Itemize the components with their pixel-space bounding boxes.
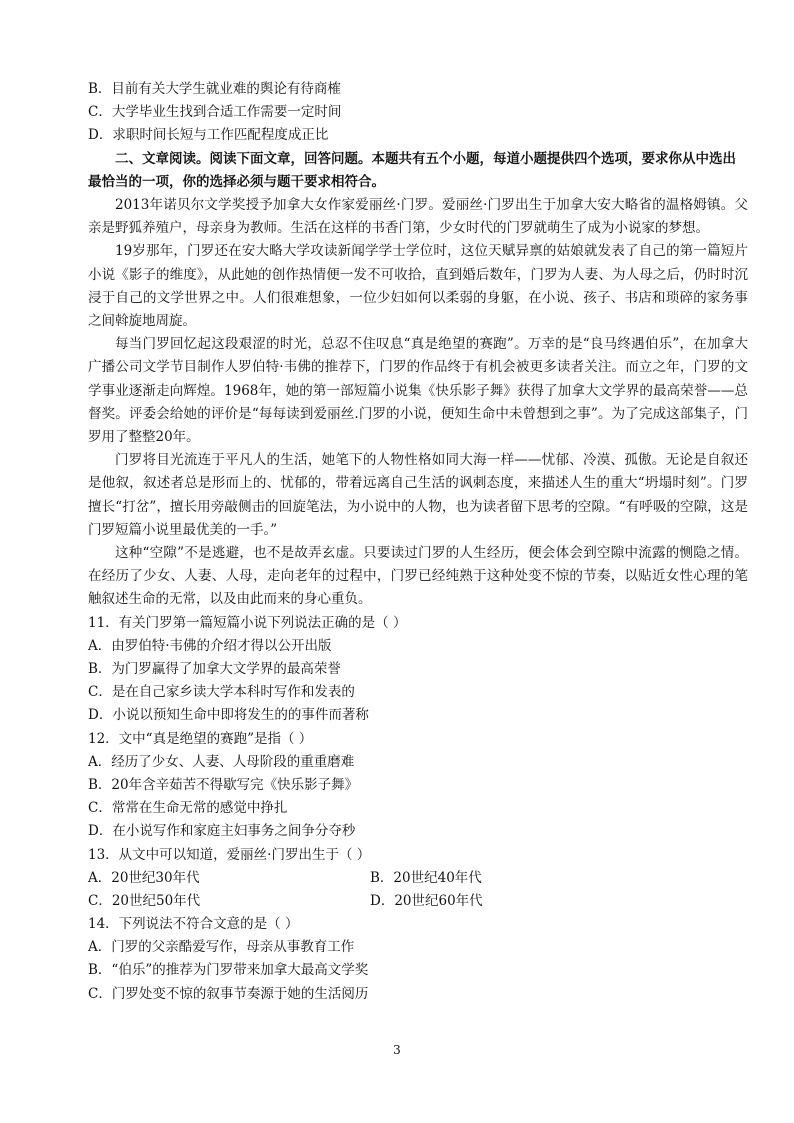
question-option: B．“伯乐”的推荐为门罗带来加拿大最高文学奖 <box>88 962 369 979</box>
question-option: D．20世纪60年代 <box>370 892 483 909</box>
question-stem: 13．从文中可以知道，爱丽丝·门罗出生于（ ） <box>88 846 371 863</box>
article-paragraph: 每当门罗回忆起这段艰涩的时光，总忍不住叹息“真是绝望的赛跑”。万幸的是“良马终遇伯乐”，在加拿大广播公司文学节目制作人罗伯特·韦佛的推荐下，门罗的作品终于有机会被更多读者关注。而立之年，门罗的文学事业逐渐走向辉煌。1968年，她的第一部短篇小说集《快乐影子舞》获得了加拿大文学界的最高荣誉——总督奖。评委会给她的评价是“每每读到爱丽丝.门罗的小说，便知生命中未曾想到之事”。为了完成这部集子，门罗用了整整20年。 <box>88 336 748 445</box>
question-option: A．20世纪30年代 <box>88 869 200 886</box>
question-option: A．由罗伯特·韦佛的介绍才得以公开出版 <box>88 637 332 654</box>
option-line: D．求职时间长短与工作匹配程度成正比 <box>88 127 329 144</box>
question-stem: 11．有关门罗第一篇短篇小说下列说法正确的是（ ） <box>88 614 407 631</box>
option-line: B．目前有关大学生就业难的舆论有待商榷 <box>88 81 341 97</box>
question-stem: 14．下列说法不符合文意的是（ ） <box>88 916 299 933</box>
question-option: C．20世纪50年代 <box>88 892 201 909</box>
question-option: B．为门罗赢得了加拿大文学界的最高荣誉 <box>88 661 341 677</box>
document-page <box>88 78 748 1006</box>
question-option: C．常常在生命无常的感觉中挣扎 <box>88 800 288 817</box>
question-option: C．门罗处变不惊的叙事节奏源于她的生活阅历 <box>88 985 369 1002</box>
question-option: B．20世纪40年代 <box>370 869 482 886</box>
question-option: B．20年含辛茹苦不得歇写完《快乐影子舞》 <box>88 776 359 793</box>
question-option: D．在小说写作和家庭主妇事务之间争分夺秒 <box>88 823 356 840</box>
page-number: 3 <box>393 1043 401 1057</box>
article-paragraph: 这种“空隙”不是逃避，也不是故弄玄虚。只要读过门罗的人生经历，便会体会到空隙中流露的恻隐之情。在经历了少女、人妻、人母，走向老年的过程中，门罗已经纯熟于这种处变不惊的节奏，以贴近女性心理的笔触叙述生命的无常，以及由此而来的身心重负。 <box>88 545 748 608</box>
option-row <box>88 867 748 890</box>
option-row <box>88 890 748 913</box>
question-option: A．经历了少女、人妻、人母阶段的重重磨难 <box>88 753 355 770</box>
article-paragraph: 2013年诺贝尔文学奖授予加拿大女作家爱丽丝·门罗。爱丽丝·门罗出生于加拿大安大略省的温格姆镇。父亲是野狐养殖户，母亲身为教师。生活在这样的书香门第，少女时代的门罗就萌生了成为小说家的梦想。 <box>88 196 748 237</box>
question-option: C．是在自己家乡读大学本科时写作和发表的 <box>88 684 355 701</box>
option-line: C．大学毕业生找到合适工作需要一定时间 <box>88 104 342 121</box>
article-paragraph: 门罗将目光流连于平凡人的生活，她笔下的人物性格如同大海一样——忧郁、冷漠、孤傲。无论是自叙还是他叙，叙述者总是形而上的、忧郁的，带着远离自己生活的讽刺态度，来描述人生的重大“坍塌时刻”。门罗擅长“打岔”，擅长用旁敲侧击的回旋笔法，为小说中的人物，也为读者留下思考的空隙。“有呼吸的空隙，这是门罗短篇小说里最优美的一手。” <box>88 452 748 538</box>
question-option: D．小说以预知生命中即将发生的的事件而著称 <box>88 707 369 724</box>
question-option: A．门罗的父亲酷爱写作，母亲从事教育工作 <box>88 939 355 956</box>
section-heading: 二、文章阅读。阅读下面文章，回答问题。本题共有五个小题，每道小题提供四个选项，要求你从中选出最恰当的一项，你的选择必须与题干要求相符合。 <box>88 150 736 190</box>
article-paragraph: 19岁那年，门罗还在安大略大学攻读新闻学学士学位时，这位天赋异禀的姑娘就发表了自己的第一篇短片小说《影子的维度》，从此她的创作热情便一发不可收拾，直到婚后数年，门罗为人妻、为人母之后，仍时时沉浸于自己的文学世界之中。人们很难想象，一位少妇如何以柔弱的身躯，在小说、孩子、书店和琐碎的家务事之间斡旋地周旋。 <box>88 243 748 329</box>
question-stem: 12．文中“真是绝望的赛跑”是指（ ） <box>88 730 313 747</box>
